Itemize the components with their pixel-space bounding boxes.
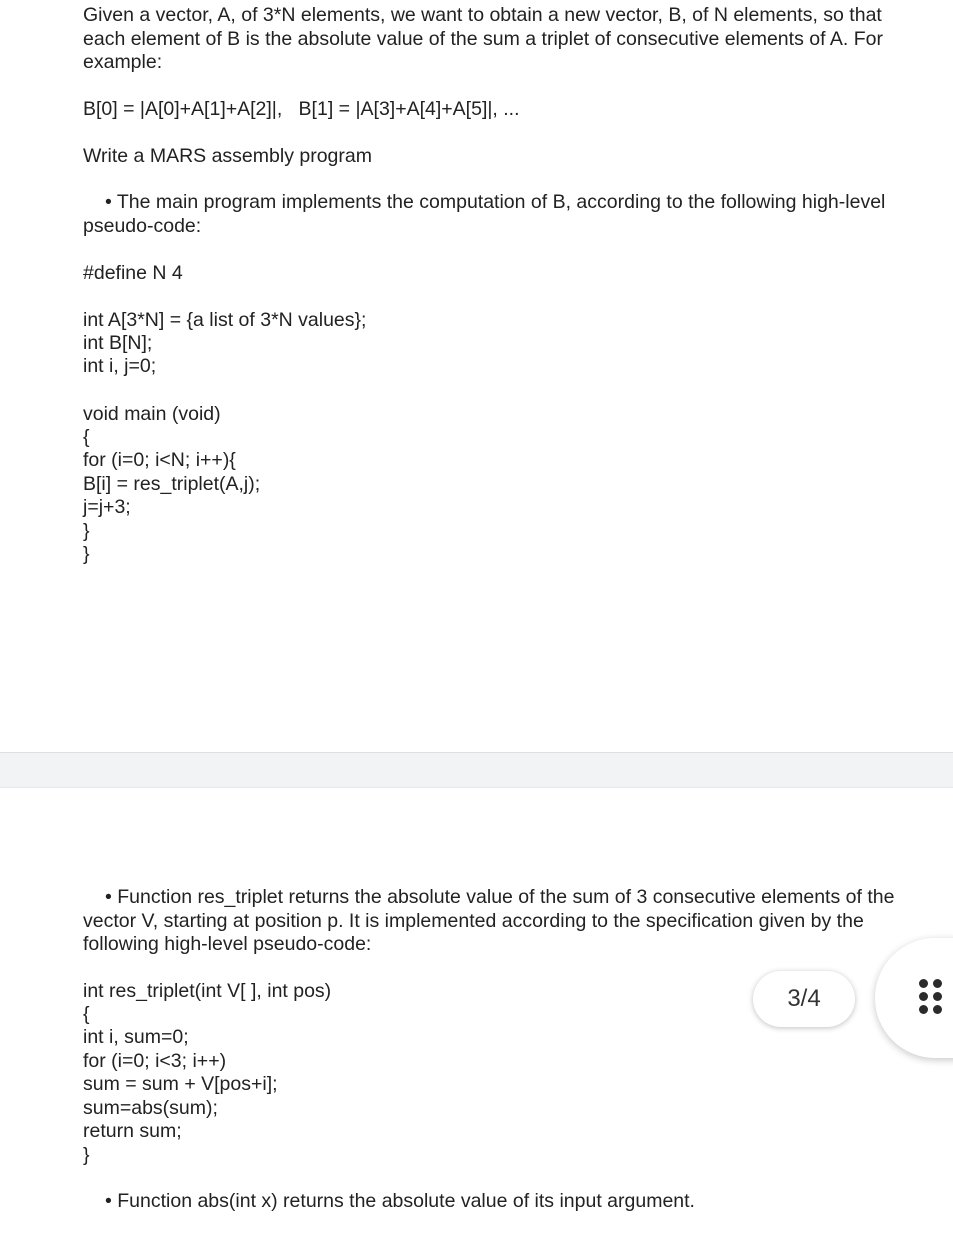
define-line: #define N 4 xyxy=(83,262,183,284)
code-line: sum = sum + V[pos+i]; xyxy=(83,1073,278,1095)
code-line: sum=abs(sum); xyxy=(83,1097,218,1119)
example-formula: B[0] = |A[0]+A[1]+A[2]|, B[1] = |A[3]+A[4]+A[5]|, ... xyxy=(83,98,520,120)
code-line: } xyxy=(83,1144,90,1166)
code-line: B[i] = res_triplet(A,j); xyxy=(83,473,261,495)
grid-dots-icon[interactable] xyxy=(918,978,948,1016)
code-line: return sum; xyxy=(83,1120,182,1142)
code-line: } xyxy=(83,543,90,565)
bullet-res-triplet: • Function res_triplet returns the absolute value of the sum of 3 consecutive elements of the vector V, starting at position p. It is implemented according to the specification given by the following high-level pseudo-code: xyxy=(83,886,895,955)
bullet-main-program: • The main program implements the computation of B, according to the following high-level pseudo-code: xyxy=(83,191,886,237)
code-line: int A[3*N] = {a list of 3*N values}; xyxy=(83,309,367,331)
code-line: j=j+3; xyxy=(83,496,131,518)
code-line: for (i=0; i<3; i++) xyxy=(83,1050,227,1072)
intro-paragraph: Given a vector, A, of 3*N elements, we want to obtain a new vector, B, of N elements, so that each element of B is the absolute value of the sum a triplet of consecutive elements of A. For example: xyxy=(83,4,883,73)
code-line: for (i=0; i<N; i++){ xyxy=(83,449,236,471)
code-line: int B[N]; xyxy=(83,332,153,354)
code-line: int res_triplet(int V[ ], int pos) xyxy=(83,980,332,1002)
code-line: int i, j=0; xyxy=(83,355,157,377)
code-line: { xyxy=(83,426,90,448)
bullet-abs: • Function abs(int x) returns the absolute value of its input argument. xyxy=(105,1190,695,1212)
code-line: void main (void) xyxy=(83,403,221,425)
code-line: { xyxy=(83,1003,90,1025)
page-indicator: 3/4 xyxy=(753,971,855,1027)
code-line: int i, sum=0; xyxy=(83,1026,189,1048)
page-separator xyxy=(0,752,953,788)
task-line: Write a MARS assembly program xyxy=(83,145,372,167)
code-line: } xyxy=(83,520,90,542)
